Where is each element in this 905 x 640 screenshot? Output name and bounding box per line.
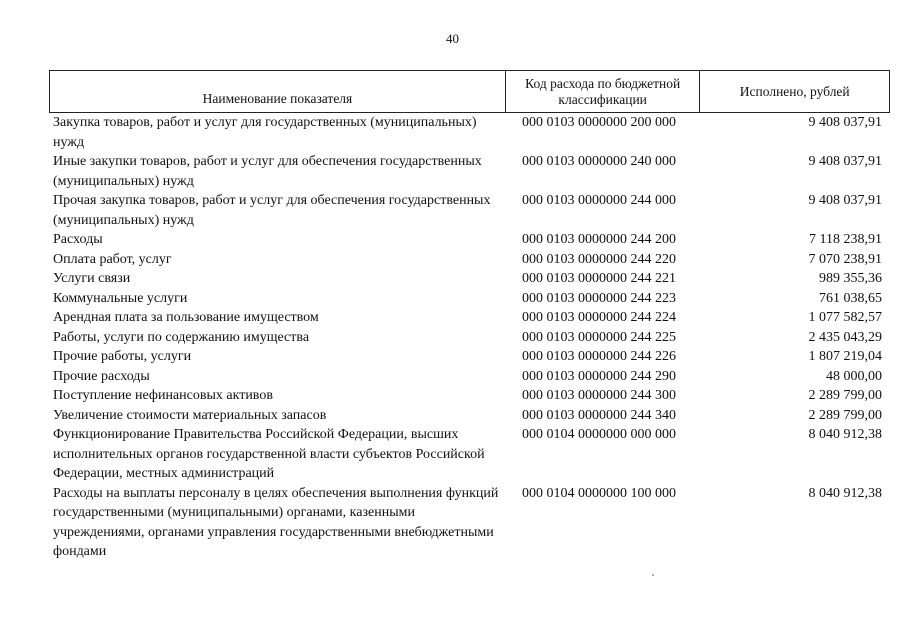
row-budget-code: 000 0103 0000000 240 000 (522, 154, 676, 169)
row-budget-code: 000 0104 0000000 100 000 (522, 485, 676, 501)
row-executed-amount: 48 000,00 (826, 368, 882, 384)
row-indicator-name: Функционирование Правительства Российской Федерации, высших исполнительных органов государственной власти субъектов Российской Федерации, местных администраций (53, 427, 485, 481)
row-executed-amount: 2 289 799,00 (808, 407, 882, 423)
row-budget-code: 000 0103 0000000 244 000 (522, 193, 676, 208)
row-indicator-name: Прочие работы, услуги (53, 349, 192, 364)
row-indicator-name: Оплата работ, услуг (53, 251, 172, 267)
row-indicator-name: Прочая закупка товаров, работ и услуг для обеспечения государственных (муниципальных) нужд (53, 193, 491, 228)
row-indicator-name: Иные закупки товаров, работ и услуг для обеспечения государственных (муниципальных) нужд (53, 154, 482, 189)
table-row (49, 250, 890, 270)
row-indicator-name: Услуги связи (53, 271, 131, 286)
table-row (49, 386, 890, 406)
row-budget-code: 000 0103 0000000 244 221 (522, 271, 676, 286)
table-row (49, 484, 890, 562)
table-row (49, 425, 890, 484)
row-executed-amount: 9 408 037,91 (808, 115, 882, 130)
row-executed-amount: 761 038,65 (819, 290, 882, 306)
row-budget-code: 000 0104 0000000 000 000 (522, 427, 676, 442)
table-header (49, 70, 890, 113)
row-budget-code: 000 0103 0000000 244 225 (522, 329, 676, 345)
row-indicator-name: Работы, услуги по содержанию имущества (53, 329, 310, 345)
row-budget-code: 000 0103 0000000 244 220 (522, 251, 676, 267)
header-indicator-name: Наименование показателя (50, 71, 506, 112)
row-budget-code: 000 0103 0000000 200 000 (522, 115, 676, 130)
row-budget-code: 000 0103 0000000 244 226 (522, 349, 676, 364)
row-executed-amount: 9 408 037,91 (808, 154, 882, 169)
table-row (49, 152, 890, 191)
row-executed-amount: 2 289 799,00 (808, 388, 882, 403)
table-row (49, 347, 890, 367)
row-indicator-name: Поступление нефинансовых активов (53, 388, 273, 403)
row-indicator-name: Прочие расходы (53, 368, 150, 384)
header-executed-amount: Исполнено, рублей (739, 83, 850, 99)
row-budget-code: 000 0103 0000000 244 200 (522, 232, 676, 247)
row-executed-amount: 7 118 238,91 (809, 232, 882, 247)
row-budget-code: 000 0103 0000000 244 223 (522, 290, 676, 306)
table-row (49, 289, 890, 309)
table-row (49, 328, 890, 348)
table-row (49, 230, 890, 250)
row-indicator-name: Расходы на выплаты персоналу в целях обеспечения выполнения функций государственными (муниципальными) органами, казенными учреждениями, органами управления государственными внебюджетными фондами (53, 485, 499, 559)
row-executed-amount: 9 408 037,91 (808, 193, 882, 208)
table-row (49, 367, 890, 387)
header-budget-code: Код расхода по бюджетной классификации (506, 71, 701, 112)
page-number: 40 (446, 31, 459, 46)
row-executed-amount: 7 070 238,91 (808, 251, 882, 267)
row-executed-amount: 8 040 912,38 (808, 427, 882, 442)
table-row (49, 269, 890, 289)
row-executed-amount: 2 435 043,29 (808, 329, 882, 345)
row-budget-code: 000 0103 0000000 244 340 (522, 407, 676, 423)
row-executed-amount: 8 040 912,38 (808, 485, 882, 501)
row-executed-amount: 1 077 582,57 (808, 310, 882, 325)
table-row (49, 308, 890, 328)
row-budget-code: 000 0103 0000000 244 300 (522, 388, 676, 403)
table-row (49, 191, 890, 230)
row-budget-code: 000 0103 0000000 244 290 (522, 368, 676, 384)
table-row (49, 406, 890, 426)
scan-speck (652, 574, 654, 576)
row-executed-amount: 989 355,36 (819, 271, 882, 286)
row-indicator-name: Арендная плата за пользование имуществом (53, 310, 319, 325)
table-row (49, 113, 890, 152)
row-indicator-name: Расходы (53, 232, 103, 247)
budget-table (49, 70, 890, 562)
row-indicator-name: Закупка товаров, работ и услуг для государственных (муниципальных) нужд (53, 115, 477, 150)
row-indicator-name: Увеличение стоимости материальных запасов (53, 407, 327, 423)
row-executed-amount: 1 807 219,04 (808, 349, 882, 364)
table-body (49, 113, 890, 562)
row-budget-code: 000 0103 0000000 244 224 (522, 310, 676, 325)
row-indicator-name: Коммунальные услуги (53, 290, 188, 306)
